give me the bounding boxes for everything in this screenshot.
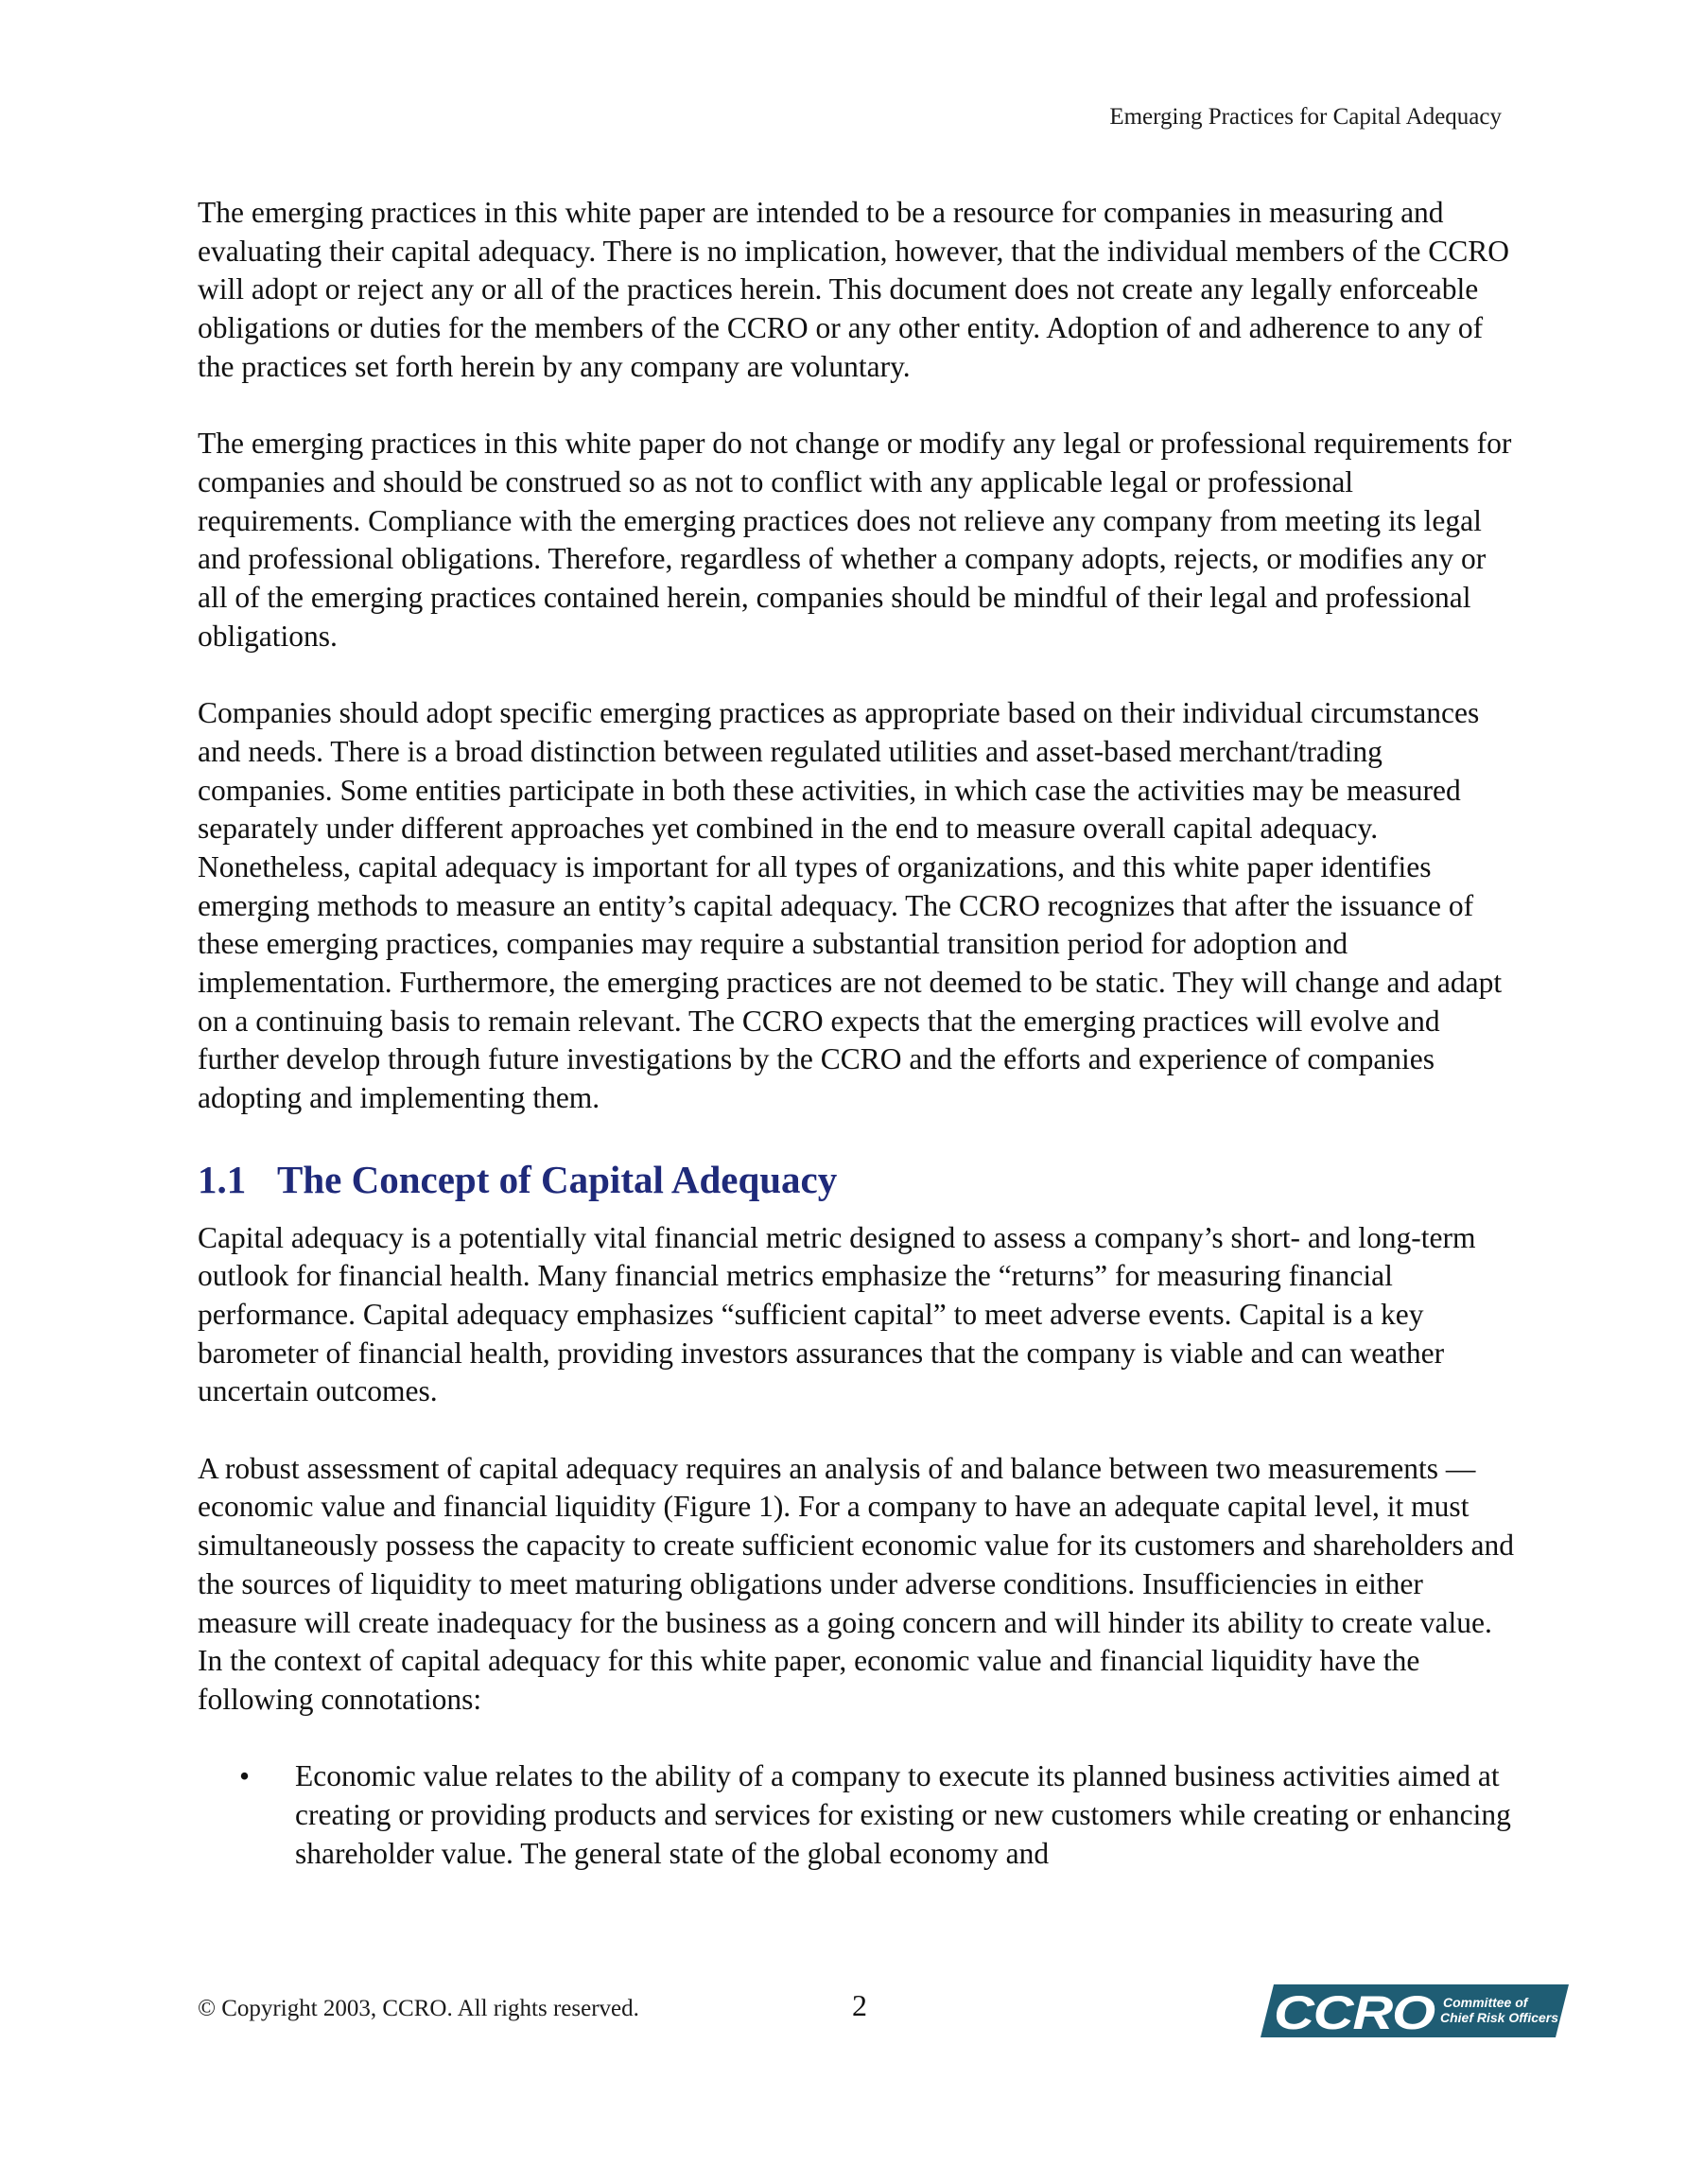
logo-tagline-line2: Chief Risk Officers [1440, 2010, 1559, 2025]
body-paragraph: Companies should adopt specific emerging practices as appropriate based on their individual circumstances and needs. There is a broad distinction between regulated utilities and asset-based merchant/trading companies. Some entities participate in both these activities, in which case the activities may be measured separately under different approaches yet combined in the end to measure overall capital adequacy. Nonetheless, capital adequacy is important for all types of organizations, and this white paper identifies emerging methods to measure an entity’s capital adequacy. The CCRO recognizes that after the issuance of these emerging practices, companies may require a substantial transition period for adoption and implementation. Furthermore, the emerging practices are not deemed to be static. They will change and adapt on a continuing basis to remain relevant. The CCRO expects that the emerging practices will evolve and further develop through future investigations by the CCRO and the efforts and experience of companies adopting and implementing them. [198, 696, 1503, 1115]
running-header: Emerging Practices for Capital Adequacy [1109, 104, 1502, 130]
section-heading [198, 1157, 1522, 1202]
copyright-notice: © Copyright 2003, CCRO. All rights reserved. [198, 1996, 639, 2021]
body-paragraph: The emerging practices in this white paper do not change or modify any legal or professional requirements for companies and should be construed so as not to conflict with any applicable legal or professional requirements. Compliance with the emerging practices does not relieve any company from meeting its legal and professional obligations. Therefore, regardless of whether a company adopts, rejects, or modifies any or all of the emerging practices contained herein, companies should be mindful of their legal and professional obligations. [198, 427, 1512, 653]
page-number: 2 [852, 1988, 867, 2022]
bullet-marker: • [239, 1759, 251, 1793]
page-footer [198, 1984, 1569, 2041]
bullet-item [198, 1757, 1522, 1873]
page-body [198, 194, 1522, 1873]
body-paragraph: A robust assessment of capital adequacy requires an analysis of and balance between two measurements — economic value and financial liquidity (Figure 1). For a company to have an adequate capital level, it must simultaneously possess the capacity to create sufficient economic value for its customers and shareholders and the sources of liquidity to meet maturing obligations under adverse conditions. Insufficiencies in either measure will create inadequacy for the business as a going concern and will hinder its ability to create value. In the context of capital adequacy for this white paper, economic value and financial liquidity have the following connotations: [198, 1451, 1514, 1716]
ccro-logo [1261, 1984, 1569, 2037]
section-title: The Concept of Capital Adequacy [277, 1157, 838, 1201]
bullet-list [198, 1757, 1522, 1873]
logo-wordmark: CCRO [1274, 1986, 1436, 2037]
body-paragraph: The emerging practices in this white paper are intended to be a resource for companies in measuring and evaluating their capital adequacy. There is no implication, however, that the individual members of the CCRO will adopt or reject any or all of the practices herein. This document does not create any legally enforceable obligations or duties for the members of the CCRO or any other entity. Adoption of and adherence to any of the practices set forth herein by any company are voluntary. [198, 196, 1509, 383]
body-paragraph: Capital adequacy is a potentially vital financial metric designed to assess a company’s short- and long-term outlook for financial health. Many financial metrics emphasize the “returns” for measuring financial performance. Capital adequacy emphasizes “sufficient capital” to meet adverse events. Capital is a key barometer of financial health, providing investors assurances that the company is viable and can weather uncertain outcomes. [198, 1220, 1476, 1408]
section-number: 1.1 [198, 1157, 247, 1201]
bullet-text: Economic value relates to the ability of a company to execute its planned business activities aimed at creating or providing products and services for existing or new customers while creating or enhancing shareholder value. The general state of the global economy and [295, 1759, 1511, 1870]
logo-tagline-line1: Committee of [1443, 1995, 1528, 2010]
